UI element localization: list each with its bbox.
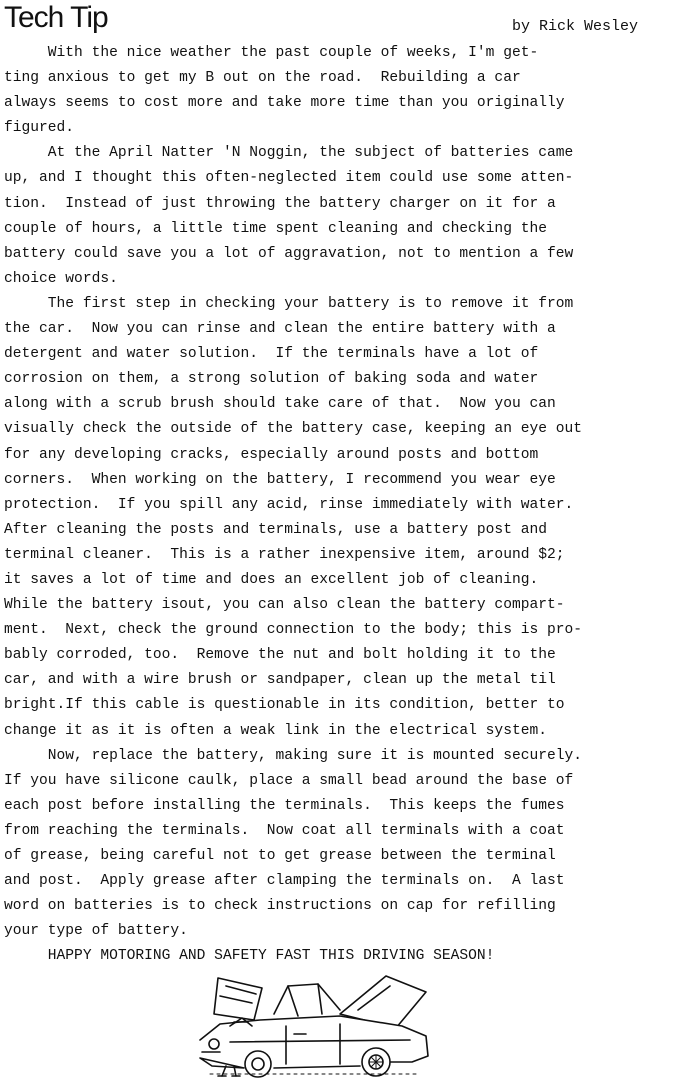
body-line: of grease, being careful not to get grease between the terminal [4, 848, 556, 864]
body-line: the car. Now you can rinse and clean the entire battery with a [4, 321, 556, 338]
mgb-car-hood-open-icon [190, 970, 440, 1078]
body-line: from reaching the terminals. Now coat all terminals with a coat [4, 822, 565, 839]
body-line: word on batteries is to check instructions on cap for refilling [4, 898, 556, 915]
body-line: tion. Instead of just throwing the battery charger on it for a [4, 195, 556, 212]
body-line: If you have silicone caulk, place a small bead around the base of [4, 772, 574, 789]
body-line: and post. Apply grease after clamping the terminals on. A last [4, 873, 565, 890]
body-line: couple of hours, a little time spent cleaning and checking the [4, 220, 547, 237]
body-line: corrosion on them, a strong solution of baking soda and water [4, 371, 539, 388]
article-byline: by Rick Wesley [512, 18, 639, 35]
body-line: bright.If this cable is questionable in its condition, better to [4, 697, 565, 714]
body-line: for any developing cracks, especially around posts and bottom [4, 446, 539, 463]
body-line: terminal cleaner. This is a rather inexpensive item, around $2; [4, 546, 565, 563]
body-line: battery could save you a lot of aggravation, not to mention a few [4, 245, 574, 262]
body-line: it saves a lot of time and does an excellent job of cleaning. [4, 571, 539, 588]
body-line: While the battery isout, you can also clean the battery compart- [4, 597, 565, 614]
body-line: choice words. [4, 270, 118, 287]
article-title: Tech Tip [4, 1, 108, 34]
article-body [4, 41, 674, 969]
body-line: The first step in checking your battery is to remove it from [4, 295, 574, 312]
body-line: protection. If you spill any acid, rinse immediately with water. [4, 496, 574, 513]
body-line: each post before installing the terminals. This keeps the fumes [4, 797, 565, 814]
body-line: change it as it is often a weak link in the electrical system. [4, 722, 547, 739]
body-line: ting anxious to get my B out on the road. Rebuilding a car [4, 70, 521, 87]
body-line: corners. When working on the battery, I recommend you wear eye [4, 471, 556, 488]
body-line: bably corroded, too. Remove the nut and bolt holding it to the [4, 647, 556, 664]
body-line: figured. [4, 120, 75, 137]
body-line: along with a scrub brush should take care of that. Now you can [4, 396, 556, 413]
body-line: With the nice weather the past couple of weeks, I'm get- [4, 45, 539, 61]
body-line: ment. Next, check the ground connection to the body; this is pro- [4, 622, 583, 639]
body-line: At the April Natter 'N Noggin, the subject of batteries came [4, 145, 574, 162]
body-line: up, and I thought this often-neglected item could use some atten- [4, 170, 574, 187]
body-line: always seems to cost more and take more time than you originally [4, 95, 565, 112]
body-line: car, and with a wire brush or sandpaper, clean up the metal til [4, 672, 556, 689]
body-line: visually check the outside of the battery case, keeping an eye out [4, 421, 583, 438]
body-line: HAPPY MOTORING AND SAFETY FAST THIS DRIVING SEASON! [4, 948, 495, 965]
body-line: After cleaning the posts and terminals, use a battery post and [4, 521, 547, 538]
body-line: detergent and water solution. If the terminals have a lot of [4, 346, 539, 363]
body-line: Now, replace the battery, making sure it is mounted securely. [4, 747, 583, 764]
body-line: your type of battery. [4, 923, 188, 940]
